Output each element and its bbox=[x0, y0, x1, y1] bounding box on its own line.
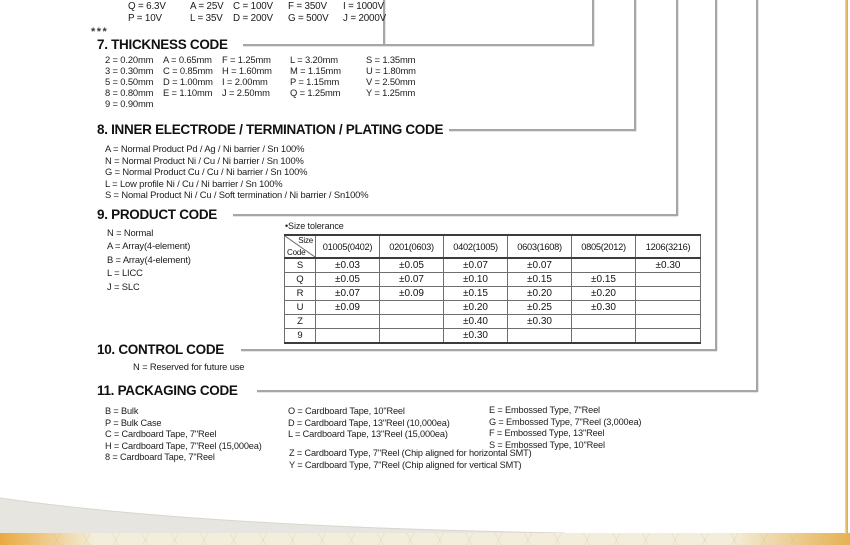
voltage-code-item: G = 500V bbox=[288, 13, 329, 24]
tolerance-cell: ±0.30 bbox=[508, 315, 572, 329]
thickness-code-col-5 bbox=[366, 55, 416, 99]
gray-wedge-decoration bbox=[0, 488, 620, 534]
section-title-plating: 8. INNER ELECTRODE / TERMINATION / PLATING CODE bbox=[97, 122, 444, 137]
tolerance-cell: ±0.20 bbox=[572, 287, 636, 301]
thickness-code-item: M = 1.15mm bbox=[290, 64, 341, 76]
tolerance-cell: ±0.30 bbox=[572, 301, 636, 315]
plating-code-item: S = Nomal Product Ni / Cu / Soft termination / Ni barrier / Sn100% bbox=[105, 189, 369, 201]
row-code: S bbox=[285, 258, 316, 273]
thickness-code-item: E = 1.10mm bbox=[163, 86, 213, 98]
voltage-code-item: L = 35V bbox=[190, 13, 223, 24]
table-column-header: 0603(1608) bbox=[508, 235, 572, 258]
tolerance-cell bbox=[572, 329, 636, 344]
voltage-code-item: D = 200V bbox=[233, 13, 273, 24]
leader-riser-thickness bbox=[592, 0, 594, 46]
packaging-code-item: C = Cardboard Tape, 7"Reel bbox=[105, 429, 217, 440]
packaging-code-item: Y = Cardboard Type, 7"Reel (Chip aligned for vertical SMT) bbox=[289, 459, 522, 470]
row-code: Q bbox=[285, 273, 316, 287]
size-tolerance-label: •Size tolerance bbox=[285, 221, 344, 231]
thickness-code-item: 3 = 0.30mm bbox=[105, 64, 154, 76]
control-code-item: N = Reserved for future use bbox=[133, 361, 245, 372]
tolerance-cell: ±0.07 bbox=[380, 273, 444, 287]
packaging-code-item: E = Embossed Type, 7"Reel bbox=[489, 405, 600, 415]
thickness-code-item: V = 2.50mm bbox=[366, 75, 416, 87]
voltage-code-item: I = 1000V bbox=[343, 1, 384, 12]
tolerance-cell: ±0.10 bbox=[444, 273, 508, 287]
table-header-row bbox=[285, 235, 701, 258]
thickness-code-col-2 bbox=[163, 55, 213, 99]
leader-rule-plating bbox=[449, 129, 636, 131]
table-row bbox=[285, 329, 701, 344]
thickness-code-item: F = 1.25mm bbox=[222, 54, 271, 65]
tolerance-cell bbox=[572, 315, 636, 329]
packaging-code-item: D = Cardboard Tape, 13"Reel (10,000ea) bbox=[288, 417, 450, 428]
tolerance-cell: ±0.15 bbox=[444, 287, 508, 301]
leader-riser-packaging bbox=[756, 0, 758, 392]
packaging-code-col-2b bbox=[289, 448, 532, 471]
row-code: R bbox=[285, 287, 316, 301]
packaging-code-col-3 bbox=[489, 405, 641, 451]
voltage-code-item: C = 100V bbox=[233, 1, 273, 12]
leader-rule-control bbox=[241, 349, 717, 351]
packaging-code-col-1 bbox=[105, 406, 262, 464]
tolerance-cell: ±0.20 bbox=[508, 287, 572, 301]
thickness-code-item: S = 1.35mm bbox=[366, 54, 416, 65]
packaging-code-item: G = Embossed Type, 7"Reel (3,000ea) bbox=[489, 416, 642, 427]
footnote-stars: *** bbox=[91, 26, 109, 38]
packaging-code-item: S = Embossed Type, 10"Reel bbox=[489, 439, 605, 450]
gold-edge-stripe bbox=[845, 0, 848, 534]
section-title-thickness: 7. THICKNESS CODE bbox=[97, 37, 228, 52]
packaging-code-item: P = Bulk Case bbox=[105, 417, 162, 428]
row-code: Z bbox=[285, 315, 316, 329]
table-column-header: 0201(0603) bbox=[380, 235, 444, 258]
size-tolerance-table bbox=[284, 234, 701, 344]
thickness-code-item: U = 1.80mm bbox=[366, 64, 416, 76]
tolerance-cell bbox=[636, 315, 701, 329]
thickness-code-item: J = 2.50mm bbox=[222, 86, 270, 98]
thickness-code-col-1 bbox=[105, 55, 153, 110]
row-code: U bbox=[285, 301, 316, 315]
thickness-code-item: A = 0.65mm bbox=[163, 54, 212, 65]
tolerance-cell bbox=[636, 287, 701, 301]
section-title-packaging: 11. PACKAGING CODE bbox=[97, 383, 238, 398]
packaging-code-item: B = Bulk bbox=[105, 406, 139, 416]
bottom-band-decoration bbox=[0, 533, 850, 545]
thickness-code-item: C = 0.85mm bbox=[163, 64, 213, 76]
tolerance-cell: ±0.09 bbox=[380, 287, 444, 301]
leader-riser-control bbox=[715, 0, 717, 351]
table-column-header: 01005(0402) bbox=[316, 235, 380, 258]
leader-rule-packaging bbox=[257, 390, 758, 392]
plating-code-item: A = Normal Product Pd / Ag / Ni barrier / Sn 100% bbox=[105, 143, 305, 154]
tolerance-cell: ±0.09 bbox=[316, 301, 380, 315]
product-code-list bbox=[107, 226, 191, 293]
thickness-code-item: P = 1.15mm bbox=[290, 75, 340, 87]
tolerance-cell: ±0.03 bbox=[316, 258, 380, 273]
section-title-product: 9. PRODUCT CODE bbox=[97, 207, 218, 222]
corner-label-code: Code bbox=[287, 248, 306, 257]
table-corner-cell bbox=[285, 235, 316, 258]
tolerance-cell: ±0.15 bbox=[572, 273, 636, 287]
packaging-code-item: O = Cardboard Tape, 10"Reel bbox=[288, 406, 405, 416]
tolerance-cell: ±0.25 bbox=[508, 301, 572, 315]
table-row bbox=[285, 273, 701, 287]
tolerance-cell: ±0.15 bbox=[508, 273, 572, 287]
thickness-code-item: Q = 1.25mm bbox=[290, 86, 341, 98]
leader-riser-product bbox=[676, 0, 678, 216]
leader-rule-product bbox=[233, 214, 678, 216]
plating-code-item: N = Normal Product Ni / Cu / Ni barrier / Sn 100% bbox=[105, 154, 304, 166]
packaging-code-item: L = Cardboard Tape, 13"Reel (15,000ea) bbox=[288, 429, 448, 440]
table-row bbox=[285, 301, 701, 315]
tolerance-cell: ±0.40 bbox=[444, 315, 508, 329]
product-code-item: B = Array(4-element) bbox=[107, 253, 191, 265]
tolerance-cell: ±0.05 bbox=[316, 273, 380, 287]
thickness-code-item: 9 = 0.90mm bbox=[105, 97, 154, 109]
product-code-item: A = Array(4-element) bbox=[107, 240, 191, 252]
tolerance-cell: ±0.30 bbox=[444, 329, 508, 344]
tolerance-cell bbox=[316, 315, 380, 329]
packaging-code-item: F = Embossed Type, 13"Reel bbox=[489, 428, 605, 439]
tolerance-cell: ±0.07 bbox=[316, 287, 380, 301]
thickness-code-item: H = 1.60mm bbox=[222, 64, 272, 76]
product-code-item: N = Normal bbox=[107, 227, 154, 238]
packaging-code-col-2 bbox=[288, 406, 450, 441]
leader-riser-plating bbox=[634, 0, 636, 131]
tolerance-cell: ±0.30 bbox=[636, 258, 701, 273]
tolerance-cell: ±0.07 bbox=[508, 258, 572, 273]
thickness-code-col-3 bbox=[222, 55, 272, 99]
voltage-code-item: Q = 6.3V bbox=[128, 1, 166, 12]
plating-code-item: L = Low profile Ni / Cu / Ni barrier / Sn 100% bbox=[105, 177, 283, 189]
thickness-code-col-4 bbox=[290, 55, 341, 99]
tolerance-cell bbox=[572, 258, 636, 273]
product-code-item: L = LICC bbox=[107, 267, 143, 279]
table-column-header: 0402(1005) bbox=[444, 235, 508, 258]
tolerance-cell bbox=[636, 301, 701, 315]
tolerance-cell: ±0.07 bbox=[444, 258, 508, 273]
thickness-code-item: 2 = 0.20mm bbox=[105, 54, 154, 65]
voltage-code-item: J = 2000V bbox=[343, 13, 387, 24]
tolerance-cell bbox=[636, 273, 701, 287]
tolerance-cell bbox=[380, 329, 444, 344]
corner-label-size: Size bbox=[298, 236, 313, 245]
table-column-header: 0805(2012) bbox=[572, 235, 636, 258]
plating-code-list bbox=[105, 143, 368, 201]
thickness-code-item: D = 1.00mm bbox=[163, 75, 213, 87]
table-row bbox=[285, 258, 701, 273]
tolerance-cell bbox=[636, 329, 701, 344]
voltage-code-item: A = 25V bbox=[190, 1, 224, 12]
row-code: 9 bbox=[285, 329, 316, 344]
section-title-control: 10. CONTROL CODE bbox=[97, 342, 224, 357]
thickness-code-item: Y = 1.25mm bbox=[366, 86, 416, 98]
thickness-code-item: 5 = 0.50mm bbox=[105, 75, 154, 87]
voltage-code-list bbox=[128, 1, 413, 25]
packaging-code-item: 8 = Cardboard Tape, 7"Reel bbox=[105, 452, 215, 463]
tolerance-cell bbox=[380, 315, 444, 329]
thickness-code-item: I = 2.00mm bbox=[222, 75, 268, 87]
tolerance-cell: ±0.05 bbox=[380, 258, 444, 273]
voltage-code-item: F = 350V bbox=[288, 1, 327, 12]
tolerance-cell: ±0.20 bbox=[444, 301, 508, 315]
thickness-code-item: 8 = 0.80mm bbox=[105, 86, 154, 98]
thickness-code-item: L = 3.20mm bbox=[290, 54, 338, 65]
packaging-code-item: H = Cardboard Tape, 7"Reel (15,000ea) bbox=[105, 440, 262, 451]
plating-code-item: G = Normal Product Cu / Cu / Ni barrier / Sn 100% bbox=[105, 166, 308, 178]
tolerance-cell bbox=[380, 301, 444, 315]
tolerance-cell bbox=[316, 329, 380, 344]
packaging-code-item: Z = Cardboard Type, 7"Reel (Chip aligned for horizontal SMT) bbox=[289, 448, 532, 458]
tolerance-cell bbox=[508, 329, 572, 344]
table-row bbox=[285, 287, 701, 301]
leader-rule-thickness bbox=[243, 44, 594, 46]
table-row bbox=[285, 315, 701, 329]
voltage-code-item: P = 10V bbox=[128, 13, 162, 24]
product-code-item: J = SLC bbox=[107, 280, 140, 292]
table-column-header: 1206(3216) bbox=[636, 235, 701, 258]
